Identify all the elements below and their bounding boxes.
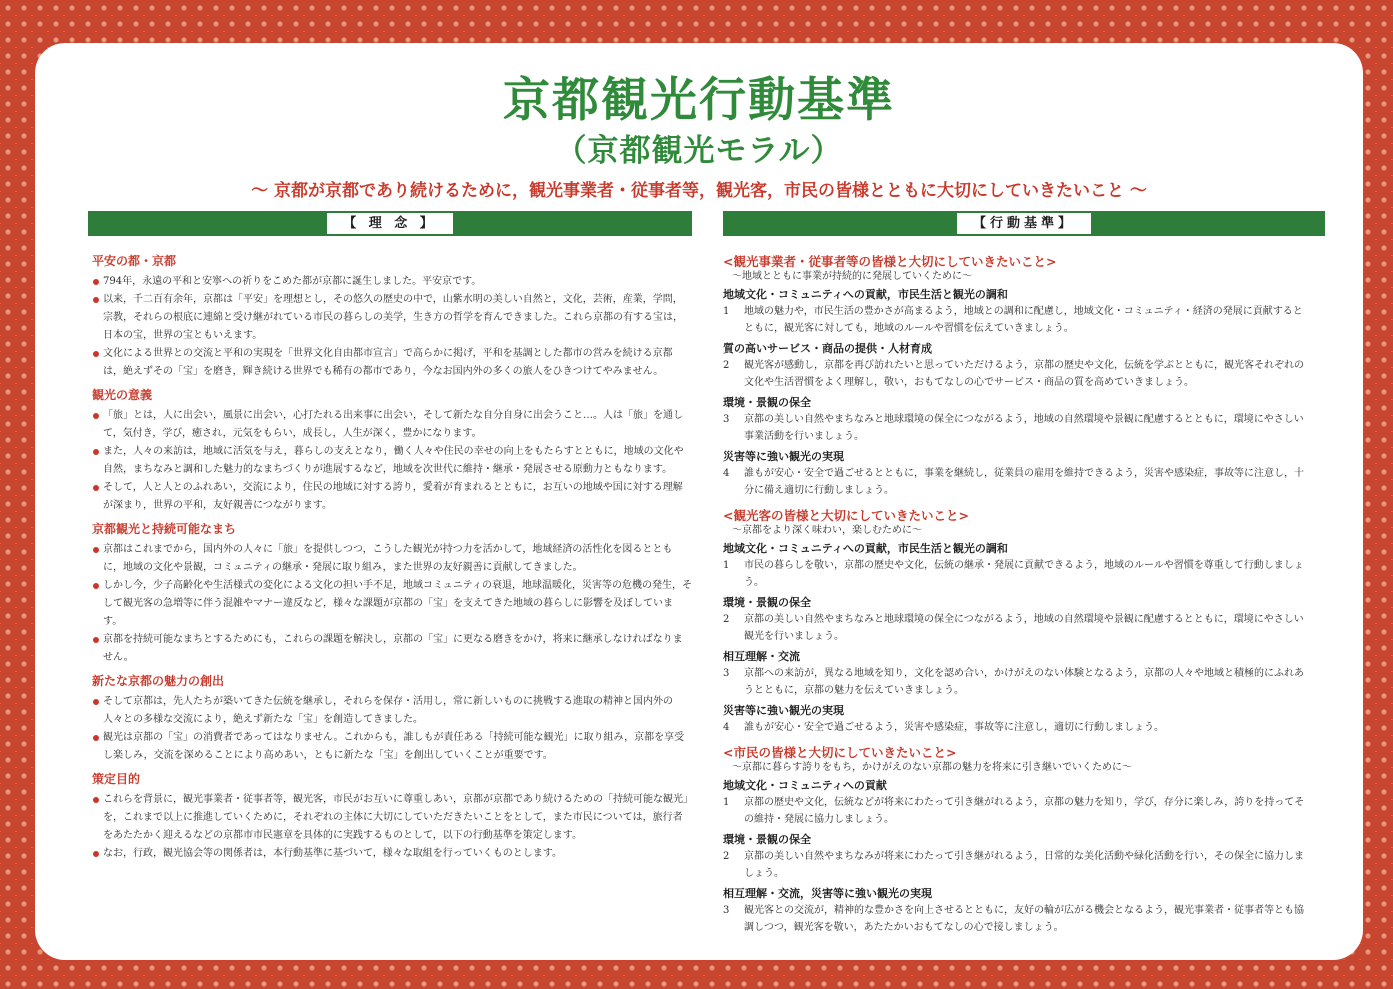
group-heading: <観光客の皆様と大切にしていきたいこと> xyxy=(723,508,969,523)
bullet-text: 以来，千二百有余年，京都は「平安」を理想とし，その悠久の歴史の中で，山紫水明の美しい自然と，文化，芸術，産業，学問，宗教，それらの根底に連綿と受け継がれている市民の暮らしの美学，生き方の哲学を育んできました。これら京都の有する宝は，日本の宝，世界の宝ともいえます。 xyxy=(92,291,692,345)
item-body xyxy=(723,719,1308,736)
bullet-text: 京都を持続可能なまちとするためにも，これらの課題を解決し，京都の「宝」に更なる磨きをかけ，将来に継承しなければなりません。 xyxy=(92,631,692,667)
group-heading: <観光事業者・従事者等の皆様と大切にしていきたいこと> xyxy=(723,254,1057,269)
item-heading: 質の高いサービス・商品の提供・人材育成 xyxy=(723,342,932,355)
item-text: 誰もが安心・安全で過ごせるよう，災害や感染症，事故等に注意し，適切に行動しましょう。 xyxy=(744,722,1164,733)
group-heading: <市民の皆様と大切にしていきたいこと> xyxy=(723,745,957,760)
philosophy-column xyxy=(92,253,692,953)
item-number: 3 xyxy=(723,414,730,425)
item-heading: 相互理解・交流 xyxy=(723,650,800,663)
page-title: 京都観光行動基準 xyxy=(503,73,895,128)
item-text: 京都の美しい自然やまちなみと地球環境の保全につながるよう，地域の自然環境や景観に配慮するとともに，環境にやさしい観光を行いましょう。 xyxy=(744,614,1304,642)
item-text: 京都の歴史や文化，伝統などが将来にわたって引き継がれるよう，京都の魅力を知り，学び，存分に楽しみ，誇りを持ってその維持・発展に協力しましょう。 xyxy=(744,797,1305,825)
item-heading: 地域文化・コミュニティへの貢献，市民生活と観光の調和 xyxy=(723,542,1008,555)
group-businesses xyxy=(723,253,1308,499)
tagline: 〜 京都が京都であり続けるために，観光事業者・従事者等，観光客，市民の皆様とともに大切にしていきたいこと 〜 xyxy=(251,181,1147,201)
item-body xyxy=(723,902,1308,936)
bullet-text: 794年，永遠の平和と安寧への祈りをこめた都が京都に誕生しました。平安京です。 xyxy=(92,273,692,291)
section-significance xyxy=(92,387,692,515)
item-number: 2 xyxy=(723,614,730,625)
item-heading: 災害等に強い観光の実現 xyxy=(723,450,844,463)
page-subtitle: （京都観光モラル） xyxy=(555,133,843,169)
item-number: 4 xyxy=(723,722,730,733)
group-subheading: 〜京都をより深く味わい，楽しむために〜 xyxy=(732,525,922,536)
bullet-text: そして京都は，先人たちが築いてきた伝統を継承し，それらを保存・活用し，常に新しいものに挑戦する進取の精神と国内外の人々との多様な交流により，絶えず新たな「宝」を創造してきました。 xyxy=(92,693,692,729)
section-purpose xyxy=(92,771,692,863)
item-text: 観光客が感動し，京都を再び訪れたいと思っていただけるよう，京都の歴史や文化，伝統を学ぶとともに，観光客それぞれの文化や生活習慣をよく理解し，敬い，おもてなしの心でサービス・商品の質を高めていきましょう。 xyxy=(744,360,1304,388)
section-heading: 京都観光と持続可能なまち xyxy=(92,522,237,536)
item-number: 1 xyxy=(723,560,730,571)
standards-header-bar xyxy=(723,211,1325,236)
bullet-text: 「旅」とは，人に出会い，風景に出会い，心打たれる出来事に出会い，そして新たな自分自身に出会うこと…。人は「旅」を通して，気付き，学び，癒され，元気をもらい，成長し，人生が深く，豊かになります。 xyxy=(92,407,692,443)
item-number: 3 xyxy=(723,905,730,916)
item-heading: 環境・景観の保全 xyxy=(723,833,811,846)
item-body xyxy=(723,611,1308,645)
item-body xyxy=(723,303,1308,337)
item-heading: 環境・景観の保全 xyxy=(723,396,811,409)
section-heading: 策定目的 xyxy=(92,772,141,786)
item-heading: 地域文化・コミュニティへの貢献 xyxy=(723,779,887,792)
bullet-text: また，人々の来訪は，地域に活気を与え，暮らしの支えとなり，働く人々や住民の幸せの向上をもたらすとともに，地域の文化や自然，まちなみと調和した魅力的なまちづくりが進展するなど，地域を次世代に維持・継承・発展させる原動力ともなります。 xyxy=(92,443,692,479)
item-heading: 災害等に強い観光の実現 xyxy=(723,704,844,717)
item-number: 3 xyxy=(723,668,730,679)
bullet-text: しかし今，少子高齢化や生活様式の変化による文化の担い手不足，地域コミュニティの衰退，地球温暖化，災害等の危機の発生，そして観光客の急増等に伴う混雑やマナー違反など，様々な課題が京都の「宝」を支えてきた地域の暮らしに影響を及ぼしています。 xyxy=(92,577,692,631)
item-text: 京都への来訪が，異なる地域を知り，文化を認め合い，かけがえのない体験となるよう，京都の人々や地域と積極的にふれあうとともに，京都の魅力を伝えていきましょう。 xyxy=(744,668,1304,696)
item-body xyxy=(723,557,1308,591)
section-sustainable xyxy=(92,521,692,667)
item-body xyxy=(723,411,1308,445)
group-subheading: 〜地域とともに事業が持続的に発展していくために〜 xyxy=(732,271,972,282)
item-body xyxy=(723,665,1308,699)
group-citizens xyxy=(723,744,1308,936)
item-heading: 相互理解・交流，災害等に強い観光の実現 xyxy=(723,887,932,900)
item-text: 京都の美しい自然やまちなみが将来にわたって引き継がれるよう，日常的な美化活動や緑化活動を行い，その保全に協力しましょう。 xyxy=(744,851,1304,879)
bullet-text: これらを背景に，観光事業者・従事者等，観光客，市民がお互いに尊重しあい，京都が京都であり続けるための「持続可能な観光」を，これまで以上に推進していくために，それぞれの主体に大切にしていただきたいことをとして，また市民については，旅行者をあたたかく迎えるなどの京都市市民憲章を具体的に実践するものとして，以下の行動基準を策定します。 xyxy=(92,791,692,845)
item-text: 京都の美しい自然やまちなみと地球環境の保全につながるよう，地域の自然環境や景観に配慮するとともに，環境にやさしい事業活動を行いましょう。 xyxy=(744,414,1304,442)
item-body xyxy=(723,465,1308,499)
item-number: 2 xyxy=(723,360,730,371)
bullet-text: そして，人と人とのふれあい，交流により，住民の地域に対する誇り，愛着が育まれるとともに，お互いの地域や国に対する理解が深まり，世界の平和，友好親善につながります。 xyxy=(92,479,692,515)
item-body xyxy=(723,848,1308,882)
bullet-text: 京都はこれまでから，国内外の人々に「旅」を提供しつつ，こうした観光が持つ力を活かして，地域経済の活性化を図るとともに，地域の文化や景観，コミュニティの継承・発展に取り組み，また世界の友好親善に貢献してきました。 xyxy=(92,541,692,577)
item-text: 観光客との交流が，精神的な豊かさを向上させるとともに，友好の輪が広がる機会となるよう，観光事業者・従事者等とも協調しつつ，観光客を敬い，あたたかいおもてなしの心で接しましょう。 xyxy=(744,905,1304,933)
item-text: 市民の暮らしを敬い，京都の歴史や文化，伝統の継承・発展に貢献できるよう，地域のルールや習慣を尊重して行動しましょう。 xyxy=(744,560,1304,588)
section-heian xyxy=(92,253,692,381)
bullet-text: なお，行政，観光協会等の関係者は，本行動基準に基づいて，様々な取組を行っていくものとします。 xyxy=(92,845,692,863)
philosophy-header: 【 理 念 】 xyxy=(327,213,453,234)
poster-panel xyxy=(35,43,1363,960)
item-number: 1 xyxy=(723,306,730,317)
section-heading: 平安の都・京都 xyxy=(92,254,177,268)
item-number: 1 xyxy=(723,797,730,808)
item-body xyxy=(723,794,1308,828)
philosophy-header-bar xyxy=(88,211,692,236)
section-new-charm xyxy=(92,673,692,765)
item-heading: 環境・景観の保全 xyxy=(723,596,811,609)
bullet-text: 文化による世界との交流と平和の実現を「世界文化自由都市宣言」で高らかに掲げ，平和を基調とした都市の営みを続ける京都は，絶えずその「宝」を磨き，輝き続ける世界でも稀有の都市であり，今なお国内外の多くの旅人をひきつけてやみません。 xyxy=(92,345,692,381)
standards-column xyxy=(723,253,1308,953)
item-text: 地域の魅力や，市民生活の豊かさが高まるよう，地域との調和に配慮し，地域文化・コミュニティ・経済の発展に貢献するとともに，観光客に対しても，地域のルールや習慣を伝えていきましょう。 xyxy=(744,306,1303,334)
item-number: 2 xyxy=(723,851,730,862)
item-number: 4 xyxy=(723,468,730,479)
standards-header: 【行動基準】 xyxy=(957,213,1091,234)
group-subheading: 〜京都に暮らす誇りをもち，かけがえのない京都の魅力を将来に引き継いでいくために〜 xyxy=(732,762,1132,773)
bullet-text: 観光は京都の「宝」の消費者であってはなりません。これからも，誰しもが責任ある「持続可能な観光」に取り組み，京都を享受し楽しみ，交流を深めることにより高めあい，ともに新たな「宝」を創出していくことが重要です。 xyxy=(92,729,692,765)
item-heading: 地域文化・コミュニティへの貢献，市民生活と観光の調和 xyxy=(723,288,1008,301)
group-visitors xyxy=(723,507,1308,736)
section-heading: 観光の意義 xyxy=(92,388,153,402)
item-body xyxy=(723,357,1308,391)
section-heading: 新たな京都の魅力の創出 xyxy=(92,674,225,688)
item-text: 誰もが安心・安全で過ごせるとともに，事業を継続し，従業員の雇用を維持できるよう，災害や感染症，事故等に注意し，十分に備え適切に行動しましょう。 xyxy=(744,468,1304,496)
